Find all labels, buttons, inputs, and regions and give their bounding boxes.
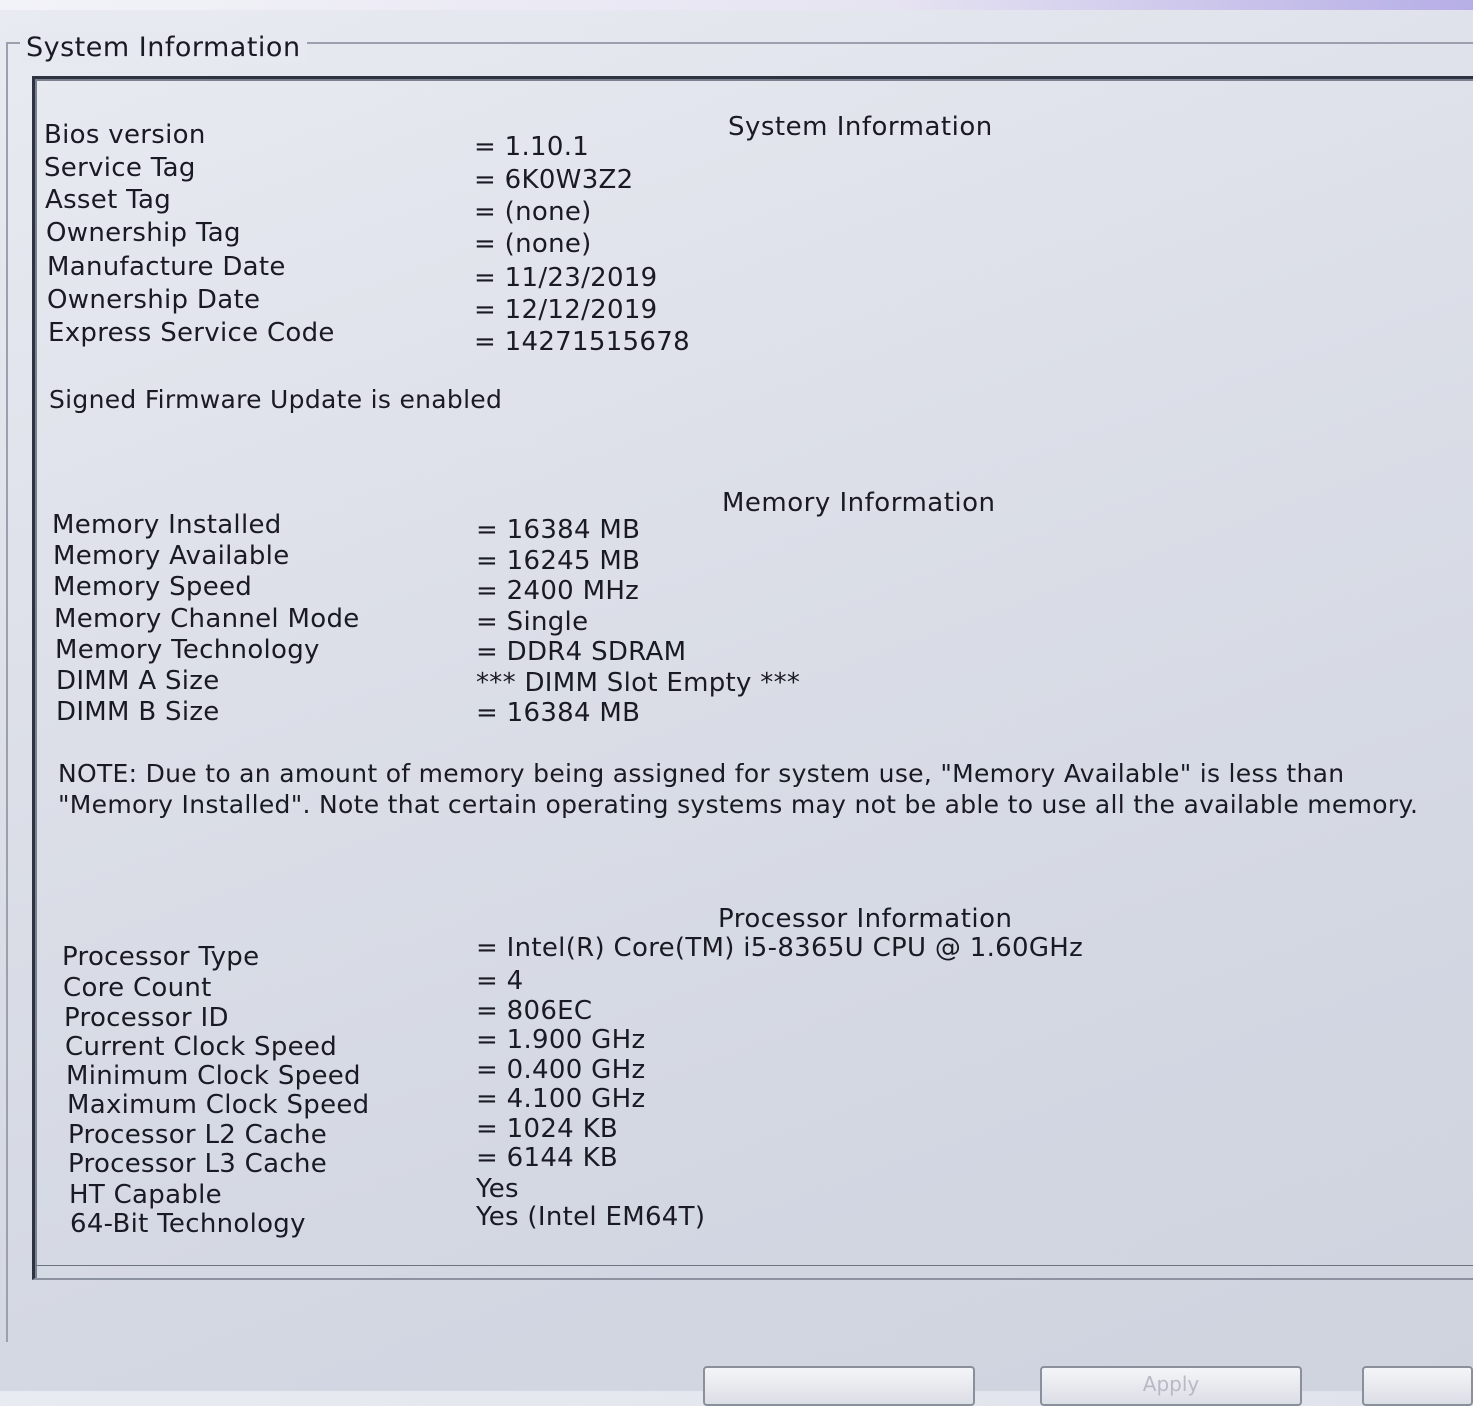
processor-type-label: Processor Type [62, 942, 260, 972]
asset-tag-value: = (none) [474, 197, 592, 227]
bios-version-value: = 1.10.1 [474, 132, 590, 162]
dimm-b-size-value: = 16384 MB [476, 698, 641, 728]
memory-technology-value: = DDR4 SDRAM [476, 637, 687, 667]
memory-section-title: Memory Information [722, 488, 996, 518]
minimum-clock-speed-label: Minimum Clock Speed [66, 1061, 361, 1091]
processor-id-value: = 806EC [476, 996, 593, 1026]
memory-available-value: = 16245 MB [476, 546, 641, 576]
ownership-date-label: Ownership Date [47, 285, 261, 315]
system-section-title: System Information [728, 112, 993, 142]
express-service-code-label: Express Service Code [48, 318, 335, 348]
memory-installed-value: = 16384 MB [476, 515, 641, 545]
ownership-date-value: = 12/12/2019 [474, 295, 658, 325]
memory-installed-label: Memory Installed [52, 510, 282, 540]
service-tag-value: = 6K0W3Z2 [474, 165, 634, 195]
memory-speed-label: Memory Speed [53, 572, 253, 602]
firmware-status-text: Signed Firmware Update is enabled [49, 385, 503, 414]
dimm-a-size-value: *** DIMM Slot Empty *** [476, 668, 801, 698]
processor-l3-cache-value: = 6144 KB [476, 1143, 619, 1173]
core-count-label: Core Count [63, 973, 212, 1003]
ht-capable-label: HT Capable [69, 1180, 222, 1210]
processor-l2-cache-label: Processor L2 Cache [68, 1120, 328, 1150]
maximum-clock-speed-label: Maximum Clock Speed [67, 1090, 370, 1120]
maximum-clock-speed-value: = 4.100 GHz [476, 1084, 646, 1114]
dimm-a-size-label: DIMM A Size [56, 666, 220, 696]
apply-button-label: Apply [1142, 1372, 1200, 1396]
memory-available-label: Memory Available [53, 541, 290, 571]
64bit-technology-label: 64-Bit Technology [70, 1209, 306, 1239]
asset-tag-label: Asset Tag [45, 185, 172, 215]
current-clock-speed-label: Current Clock Speed [65, 1032, 338, 1062]
panel-divider [36, 1265, 1473, 1266]
apply-button[interactable] [1040, 1366, 1302, 1406]
exit-button[interactable] [1362, 1366, 1473, 1406]
manufacture-date-label: Manufacture Date [47, 252, 286, 282]
processor-type-value: = Intel(R) Core(TM) i5-8365U CPU @ 1.60GHz [476, 933, 1084, 963]
window-title-strip [0, 0, 1473, 10]
processor-id-label: Processor ID [64, 1003, 229, 1033]
memory-technology-label: Memory Technology [55, 635, 320, 665]
minimum-clock-speed-value: = 0.400 GHz [476, 1055, 646, 1085]
memory-channel-mode-label: Memory Channel Mode [54, 604, 360, 634]
memory-channel-mode-value: = Single [476, 607, 589, 637]
memory-speed-value: = 2400 MHz [476, 576, 640, 606]
core-count-value: = 4 [476, 966, 524, 996]
ownership-tag-value: = (none) [474, 229, 592, 259]
service-tag-label: Service Tag [44, 153, 196, 183]
manufacture-date-value: = 11/23/2019 [474, 263, 658, 293]
processor-l3-cache-label: Processor L3 Cache [68, 1149, 328, 1179]
ht-capable-value: Yes [476, 1174, 519, 1204]
ownership-tag-label: Ownership Tag [46, 218, 241, 248]
memory-note-text: NOTE: Due to an amount of memory being assigned for system use, "Memory Available" is less than "Memory Installed". Note that certain operating systems may not be able to use all the available memory. [58, 759, 1419, 819]
groupbox-title: System Information [20, 32, 307, 63]
express-service-code-value: = 14271515678 [474, 327, 690, 357]
processor-section-title: Processor Information [718, 904, 1013, 934]
ok-button[interactable] [703, 1366, 975, 1406]
processor-l2-cache-value: = 1024 KB [476, 1114, 619, 1144]
bios-version-label: Bios version [44, 120, 206, 150]
dimm-b-size-label: DIMM B Size [56, 697, 220, 727]
64bit-technology-value: Yes (Intel EM64T) [476, 1202, 706, 1232]
current-clock-speed-value: = 1.900 GHz [476, 1025, 646, 1055]
